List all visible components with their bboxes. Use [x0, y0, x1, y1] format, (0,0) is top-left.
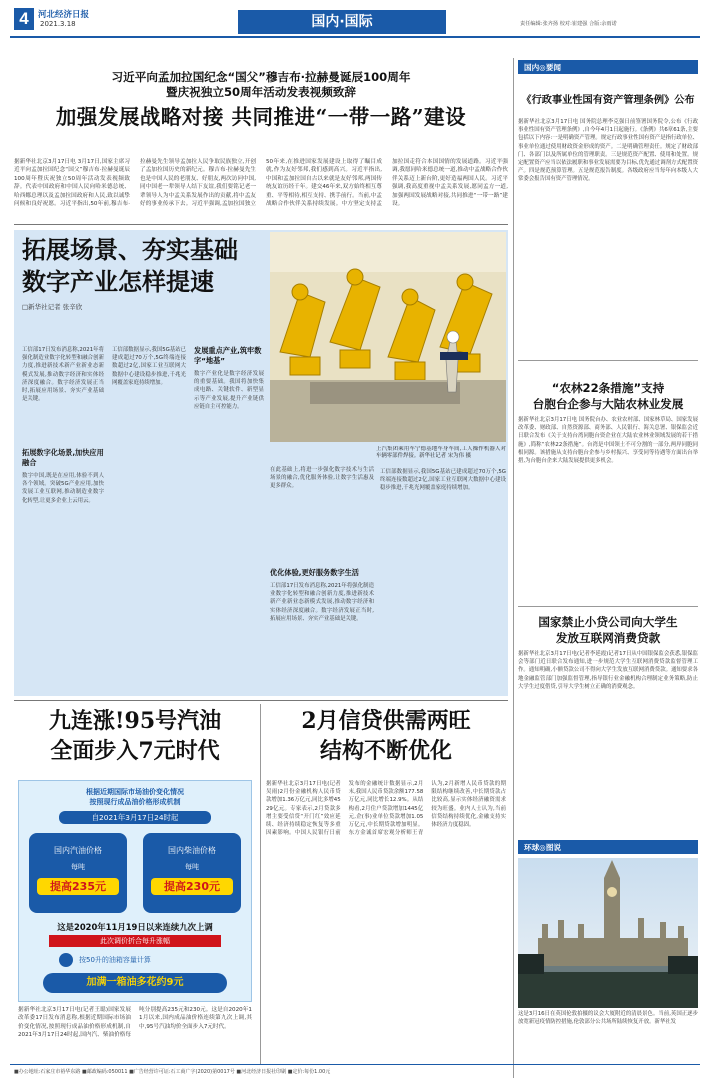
feature-body-7: 工信部数据显示,我国5G基站已建成超过70万个,5G终端连接数超过2亿,国家工业互联网大数据中心建设稳步推进,千兆光网覆盖家庭持续增加。	[380, 469, 506, 492]
issue-date: 2021.3.18	[40, 20, 76, 28]
diesel-label: 国内柴油价格	[168, 846, 216, 855]
gasoline-label: 国内汽油价格	[54, 846, 102, 855]
feature-headline-block	[22, 234, 262, 332]
feature-subhead-1: 拓展数字化场景,加快应用融合	[22, 448, 104, 467]
section-banner: 国内·国际	[238, 10, 446, 34]
taiwan-headline-block	[518, 380, 698, 412]
lead-body: 据新华社北京3月17日电 3月17日,国家主席习近平向孟加拉国纪念“国父”穆吉布·拉赫曼诞辰100周年暨庆祝独立50周年活动发表视频致辞。代表中国政府和中国人民向哈米德总统、哈西娜总理以及孟加拉国政府和人民,致以诚挚问候和良好祝愿。习近平指出,50年前,穆吉布·拉赫曼先生领导孟加拉人民争取民族独立,开创了孟加拉国历史的新纪元。穆吉布·拉赫曼先生也是中国人民的老朋友、好朋友,两次访问中国,同中国老一辈领导人结下友谊,我们要铭记老一辈领导人为中孟关系发展作出的贡献,将中孟友好的事业传承下去。习近平强调,孟加拉国独立50年来,在推进国家发展建设上取得了瞩目成就,作为友好邻邦,我们感到高兴。习近平指出,中国和孟加拉国自古以来就是友好邻邦,两国传统友谊历经千年。建交46年来,双方始终相互尊重、平等相待,相互支持、携手前行。当前,中孟战略合作伙伴关系持续发展。中方坚定支持孟加拉国走符合本国国情的发展道路。习近平强调,我愿同哈米德总统一道,推动中孟战略合作伙伴关系迈上新台阶,更好造福两国人民。习近平强调,我高度重视中孟关系发展,愿同孟方一道,加强两国发展战略对接,共同推进“一带一路”建设。	[14, 159, 508, 208]
footer-rule	[10, 1064, 700, 1065]
loan-body: 据新华社北京3月17日电(记者李延霞)记者17日从中国银保监会获悉,银保监会等部门近日联合发布通知,进一步规范大学生互联网消费贷款监督管理工作。通知明确,小额贷款公司不得向大学生发放互联网消费贷款。通知要求各地金融监管部门加强监督管理,指导银行业金融机构合理制定业务策略,防止大学生过度借贷,引导大学生树立正确的消费观念。	[518, 651, 698, 690]
domestic-news-banner	[518, 60, 698, 74]
taiwan-headline-1: “农林22条措施”支持	[551, 381, 665, 395]
section-rule-2	[14, 700, 508, 701]
feature-body-3: 工信部数据显示,我国5G基站已建成超过70万个,5G终端连接数超过2亿,国家工业互联网大数据中心建设稳步推进,千兆光网覆盖家庭持续增加。	[112, 347, 186, 386]
editor-credit: 责任编辑:张齐扬 校对:崔建强 合版:余雨诺	[520, 21, 617, 27]
oil-notice-2: 按照现行成品油价格形成机制	[89, 798, 181, 806]
gasoline-card	[29, 833, 127, 913]
right-rule-1	[518, 360, 698, 361]
page-number: 4	[14, 8, 34, 30]
per-liter-line: 此次调价折合每升涨幅	[49, 935, 221, 947]
feature-subhead-2: 发展重点产业,筑牢数字“地基”	[194, 346, 262, 365]
tank-extra-cost: 加满一箱油多花约9元	[43, 973, 227, 993]
london-photo	[518, 858, 698, 1008]
column-divider	[513, 58, 514, 1078]
lead-kicker-1: 习近平向孟加拉国纪念“国父”穆吉布·拉赫曼诞辰100周年	[111, 70, 411, 84]
feature-byline: □新华社记者 张辛欣	[22, 303, 83, 311]
diesel-card	[143, 833, 241, 913]
column-divider-2	[260, 704, 261, 1064]
loan-headline-2: 发放互联网消费贷款	[555, 631, 661, 645]
credit-body: 据新华社北京3月17日电(记者吴雨)2月份金融机构人民币贷款增加1.36万亿元,同比多增4529亿元。专家表示,2月贷款多增主要受信贷“开门红”效应延续、经济持续稳定恢复等多重因素影响。中国人民银行日前发布的金融统计数据显示,2月末,我国人民币贷款余额177.58万亿元,同比增长12.9%。从结构看,2月住户贷款增加1445亿元,企(事)业单位贷款增加1.05万亿元,中长期贷款增加明显。东方金诚首席宏观分析师王青认为,2月新增人民币贷款的期限结构继续改善,中长期贷款占比较高,显示实体经济融资需求较为旺盛。业内人士认为,当前信贷结构持续优化,金融支持实体经济力度稳固。	[266, 781, 506, 837]
feature-headline-2: 数字产业怎样提速	[22, 267, 214, 296]
oil-body: 据新华社北京3月17日电(记者王聪)国家发展改革委17日发布消息称,根据近期国际市场油价变化情况,按照现行成品油价格形成机制,自2021年3月17日24时起,国内汽、柴油价格每吨分别提高235元和230元。这是自2020年11月以来,国内成品油价格连续第九次上调,其中,95号汽油均价全面步入7元时代。	[18, 1007, 252, 1039]
domestic-news-label: 国内◎要闻	[524, 63, 562, 72]
credit-headline-2: 结构不断优化	[319, 738, 452, 764]
tank-capacity-line: 按50升的油箱容量计算	[79, 956, 151, 964]
fuel-pump-icon	[59, 953, 73, 967]
feature-subhead-3: 优化体验,更好服务数字生活	[270, 568, 359, 577]
photo-caption: 上汽集团乘用车宁德基地车身车间,工人操作机器人对车辆零部件焊接。新华社记者 宋为伟 摄	[376, 446, 506, 460]
gasoline-change: 提高235元	[37, 878, 119, 895]
header-rule	[10, 36, 700, 38]
taiwan-body: 据新华社北京3月17日电 国务院台办、农业农村部、国家林草局、国家发展改革委、财政部、自然资源部、商务部、人民银行、海关总署、银保监会近日联合发布《关于支持台湾同胞台资企业在大陆农业林业领域发展的若干措施》,简称“农林22条措施”。台湾是中国领土不可分割的一部分,两岸同胞同根同源。该措施从支持台胞台企参与乡村振兴、享受同等待遇等方面出台举措,为台胞台企来大陆发展提供更多机会。	[518, 417, 698, 465]
feature-col-2	[112, 346, 186, 686]
big-ben-image	[518, 858, 698, 1008]
oil-headline-1: 九连涨!95号汽油	[48, 708, 222, 734]
oil-headline-block	[18, 706, 252, 776]
loan-headline-1: 国家禁止小贷公司向大学生	[538, 615, 678, 629]
gasoline-unit: 每吨	[71, 863, 85, 871]
feature-body-6: 工信部17日发布消息称,2021年将强化制造业数字化转型和融合创新力度,推进新技术新产业新业态新模式发展,推动数字经济和实体经济深度融合。数字经济发展正当时,拓展应用场景、夯实产业基础是关键。	[270, 583, 374, 622]
taiwan-headline-2: 台胞台企参与大陆农林业发展	[532, 397, 684, 411]
nine-increases-line: 这是2020年11月19日以来连续九次上调	[57, 922, 213, 932]
robot-arms-image	[270, 232, 506, 442]
loan-headline-block	[518, 614, 698, 646]
feature-body-5: 在此基础上,将进一步强化数字技术与生活场景的融合,优化服务体验,让数字生活惠及更多群众。	[270, 467, 374, 490]
feature-body-2: 数字中国,既是在应用,体验不到人各个领域。突破5G产业应用,加快发展工业互联网,推动制造业数字化转型,让更多企业上云用云。	[22, 473, 104, 504]
regulation-body: 据新华社北京3月17日电 国务院总理李克强日前签署国务院令,公布《行政事业性国有资产管理条例》,自今年4月1日起施行。《条例》共6章61条,主要包括以下内容:一是明确资产管理。规定行政事业性国有资产是指行政单位、事业单位通过使用财政资金形成的资产。二是明确管理责任。规定了财政部门、各部门以及所属单位的管理职责。三是规范资产配置、使用和处置。规定配置资产应当以依法履职和事业发展需要为目标,优先通过调剂方式配置资产。四是规范预算管理。五是规范报告制度。各级政府应当每年向本级人大常委会报告国有资产管理情况。	[518, 119, 698, 183]
world-photo-caption: 这是3月16日在英国伦敦拍摄的议会大厦附近的清晨景色。当前,英国正逐步放宽新冠疫情防控措施,伦敦部分公共场所陆续恢复开放。新华社发	[518, 1011, 698, 1025]
section-rule	[14, 224, 508, 225]
world-photo-label: 环球◎图说	[524, 843, 562, 852]
lead-kicker-2: 暨庆祝独立50周年活动发表视频致辞	[165, 85, 357, 99]
credit-headline-1: 2月信贷供需两旺	[301, 708, 471, 734]
credit-headline-block	[264, 706, 508, 776]
oil-notice-1: 根据近期国际市场油价变化情况	[86, 788, 184, 796]
footer-imprint: ■办公地址:石家庄市裕华东路 ■邮政编码:050011 ■广告经营许可证:石工商广字(2020)第0017号 ■河北经济日报社印刷 ■定价:每份1.00元	[14, 1069, 331, 1075]
lead-headline: 加强发展战略对接 共同推进“一带一路”建设	[55, 105, 467, 129]
oil-infographic	[18, 780, 252, 1002]
feature-body-1: 工信部17日发布消息称,2021年将强化制造业数字化转型和融合创新力度,推进新技术新产业新业态新模式发展,推动数字经济和实体经济深度融合。数字经济发展正当时,拓展应用场景、夯实产业基础是关键。	[22, 347, 104, 403]
feature-headline-1: 拓展场景、夯实基础	[22, 235, 238, 264]
oil-headline-2: 全面步入7元时代	[50, 738, 220, 764]
right-rule-2	[518, 606, 698, 607]
feature-col-1	[22, 346, 104, 696]
diesel-change: 提高230元	[151, 878, 233, 895]
paper-name: 河北经济日报	[38, 10, 90, 20]
diesel-unit: 每吨	[185, 863, 199, 871]
feature-col-4	[270, 466, 374, 690]
oil-date-label: 自2021年3月17日24时起	[59, 811, 211, 824]
lead-article	[14, 44, 508, 134]
feature-col-3	[194, 346, 264, 686]
regulation-headline: 《行政事业性国有资产管理条例》公布	[521, 95, 695, 106]
factory-photo	[270, 232, 506, 442]
feature-body-4: 数字产业化是数字经济发展的重要基础。我国将加快集成电路、关键软件、新型显示等产业发展,提升产业链供应链自主可控能力。	[194, 371, 264, 410]
world-photo-banner	[518, 840, 698, 854]
